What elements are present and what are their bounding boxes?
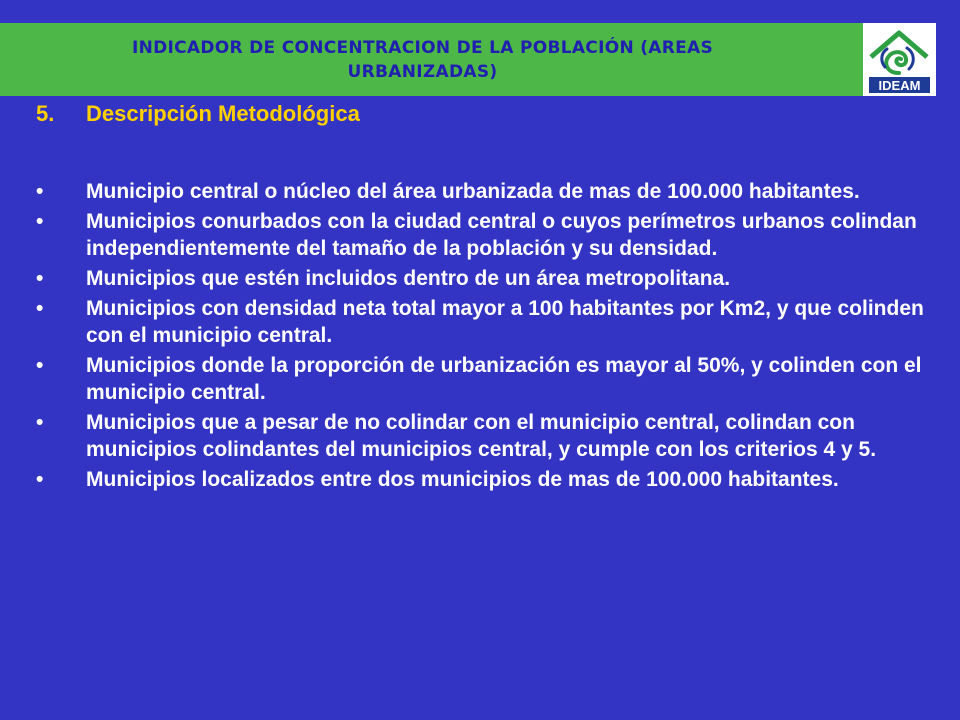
list-item-text: Municipios que a pesar de no colindar con el municipio central, colindan con municipios colindantes del municipios central, y cumple con los criterios 4 y 5. (86, 411, 877, 461)
slide-title: INDICADOR DE CONCENTRACION DE LA POBLACIÓN (AREAS URBANIZADAS) (131, 37, 714, 82)
ideam-logo-icon (863, 23, 936, 96)
list-item (36, 409, 936, 463)
bullet-dot: • (36, 267, 44, 290)
list-item-text: Municipios con densidad neta total mayor a 100 habitantes por Km2, y que colinden con el municipio central. (86, 297, 924, 347)
list-item (36, 466, 936, 493)
section-number: 5. (36, 101, 55, 126)
ideam-logo (863, 23, 936, 96)
logo-text: IDEAM (878, 78, 921, 93)
bullet-dot: • (36, 354, 44, 377)
list-item (36, 208, 936, 262)
bullet-dot: • (36, 210, 44, 233)
list-item-text: Municipios conurbados con la ciudad central o cuyos perímetros urbanos colindan independientemente del tamaño de la población y su densidad. (86, 210, 917, 260)
list-item-text: Municipios que estén incluidos dentro de un área metropolitana. (86, 267, 731, 290)
section-title: Descripción Metodológica (86, 101, 360, 126)
list-item (36, 295, 936, 349)
bullet-dot: • (36, 180, 44, 203)
list-item (36, 265, 936, 292)
list-item (36, 178, 936, 205)
bullet-dot: • (36, 297, 44, 320)
section-heading (36, 100, 360, 128)
list-item-text: Municipios donde la proporción de urbanización es mayor al 50%, y colinden con el municipio central. (86, 354, 922, 404)
list-item (36, 352, 936, 406)
title-bar (0, 23, 863, 96)
bullet-dot: • (36, 468, 44, 491)
list-item-text: Municipios localizados entre dos municipios de mas de 100.000 habitantes. (86, 468, 839, 491)
bullet-list (36, 178, 936, 496)
bullet-dot: • (36, 411, 44, 434)
list-item-text: Municipio central o núcleo del área urbanizada de mas de 100.000 habitantes. (86, 180, 860, 203)
